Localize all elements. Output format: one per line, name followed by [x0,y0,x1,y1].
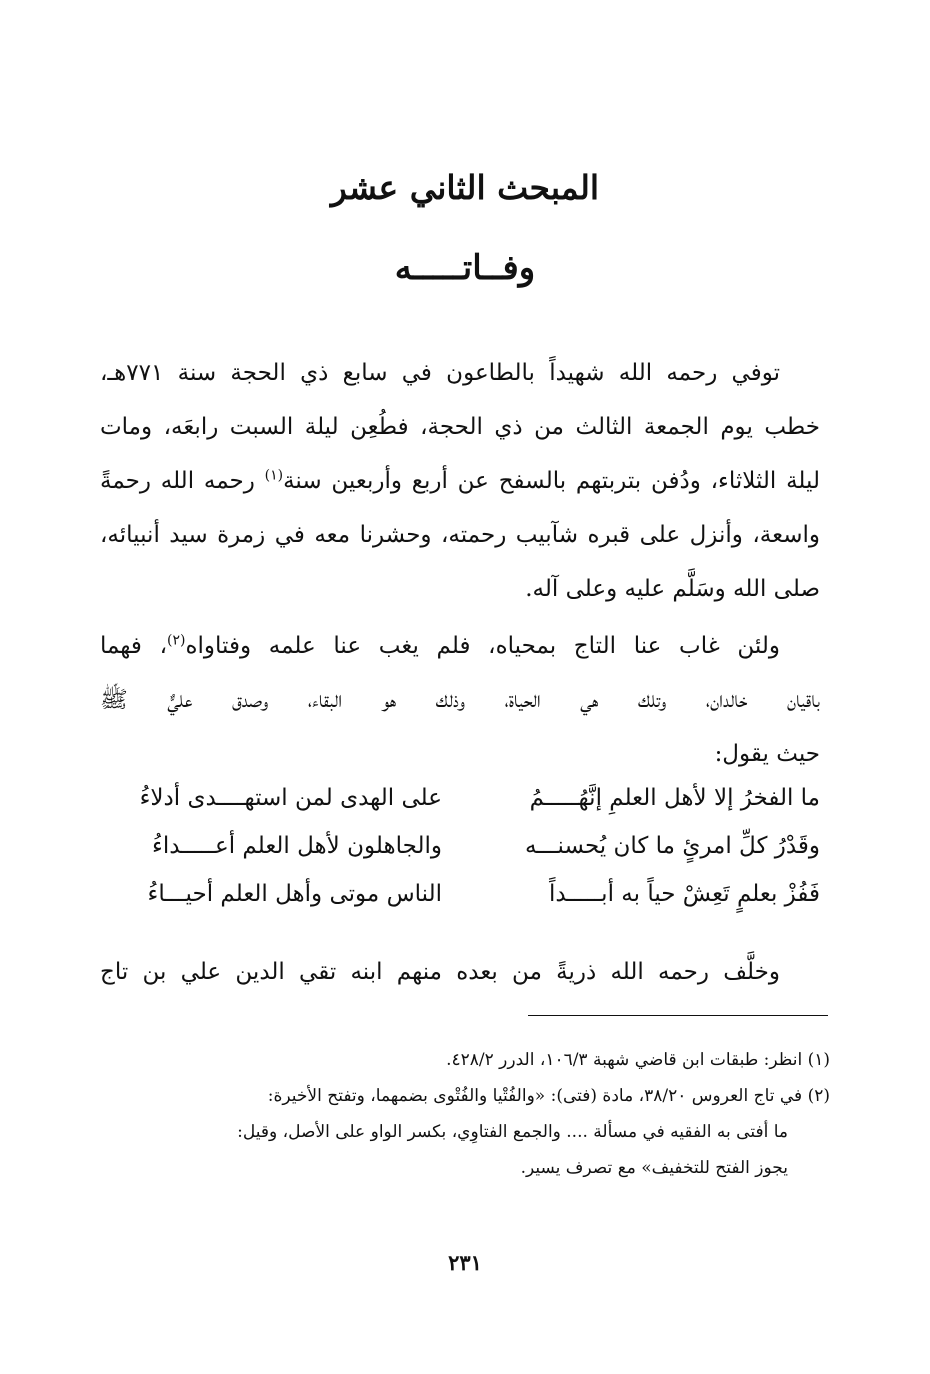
verse-row [100,785,820,833]
footnote-line: ما أفتى به الفقيه في مسألة .... والجمع الفتاوِي، بكسر الواو على الأصل، وقيل: [237,1122,788,1142]
footnote-divider [528,1015,828,1016]
paragraph-line: باقيان خالدان، وتلك هي الحياة، وذلك هو البقاء، وصدق عليٌّ ﷺ [100,687,820,713]
paragraph-line-text: ، فهما [100,633,168,659]
paragraph-line-text: ليلة الثلاثاء، ودُفن بتربتهم بالسفح عن أربع وأربعين سنة [283,468,820,494]
verse-second-hemistich: والجاهلون لأهل العلم أعـــــداءُ [152,833,442,859]
page-number: ٢٣١ [448,1250,482,1275]
paragraph-line: صلى الله وسَلَّم عليه وعلى آله. [525,576,820,602]
paragraph-death [100,346,820,616]
poem-verses [100,785,820,929]
footnote-line: (٢) في تاج العروس ٣٨/٢٠، مادة (فتى): «والفُتْيا والفُتْوى بضمهما، وتفتح الأخيرة: [267,1086,830,1106]
paragraph-legacy [100,619,820,781]
paragraph-line-with-note [100,619,820,673]
paragraph-line-with-note [100,454,820,508]
paragraph-descendants [100,945,820,999]
footnotes [100,1042,830,1186]
verse-first-hemistich: فَفُزْ بعلمٍ تَعِشْ حياً به أبـــــداً [549,881,820,907]
footnote-line: (١) انظر: طبقات ابن قاضي شهبة ١٠٦/٣، الدرر ٤٢٨/٢. [446,1050,830,1070]
paragraph-line: خطب يوم الجمعة الثالث من ذي الحجة، فطُعِن ليلة السبت رابعَه، ومات [100,414,820,440]
section-title: المبحث الثاني عشر [330,168,600,207]
verse-second-hemistich: على الهدى لمن استهــــدى أدلاءُ [139,785,442,811]
verse-first-hemistich: ما الفخرُ إلا لأهل العلمِ إنَّهُـــــمُ [529,785,820,811]
section-subtitle: وفــاتـــــه [394,248,536,288]
footnote-line: يجوز الفتح للتخفيف» مع تصرف يسير. [520,1158,788,1178]
footnote-2 [100,1078,830,1186]
verse-second-hemistich: الناس موتى وأهل العلم أحيـــاءُ [147,881,442,907]
paragraph-line-text: ولئن غاب عنا التاج بمحياه، فلم يغب عنا علمه وفتاواه [185,633,780,659]
paragraph-line: وخلَّف رحمه الله ذريةً من بعده منهم ابنه تقي الدين علي بن تاج [100,959,780,985]
paragraph-line: واسعة، وأنزل على قبره شآبيب رحمته، وحشرنا معه في زمرة سيد أنبيائه، [100,522,820,548]
paragraph-line-text: رحمه الله رحمةً [100,468,265,494]
footnote-reference-1[interactable]: (١) [264,467,284,484]
paragraph-line: حيث يقول: [714,741,820,767]
verse-row [100,881,820,929]
verse-first-hemistich: وقَدْرُ كلِّ امرئٍ ما كان يُحسنـــه [524,833,820,859]
footnote-1 [100,1042,830,1078]
footnote-reference-2[interactable]: (٢) [167,632,186,649]
paragraph-line: توفي رحمه الله شهيداً بالطاعون في سابع ذي الحجة سنة ٧٧١هـ، [100,360,780,386]
verse-row [100,833,820,881]
